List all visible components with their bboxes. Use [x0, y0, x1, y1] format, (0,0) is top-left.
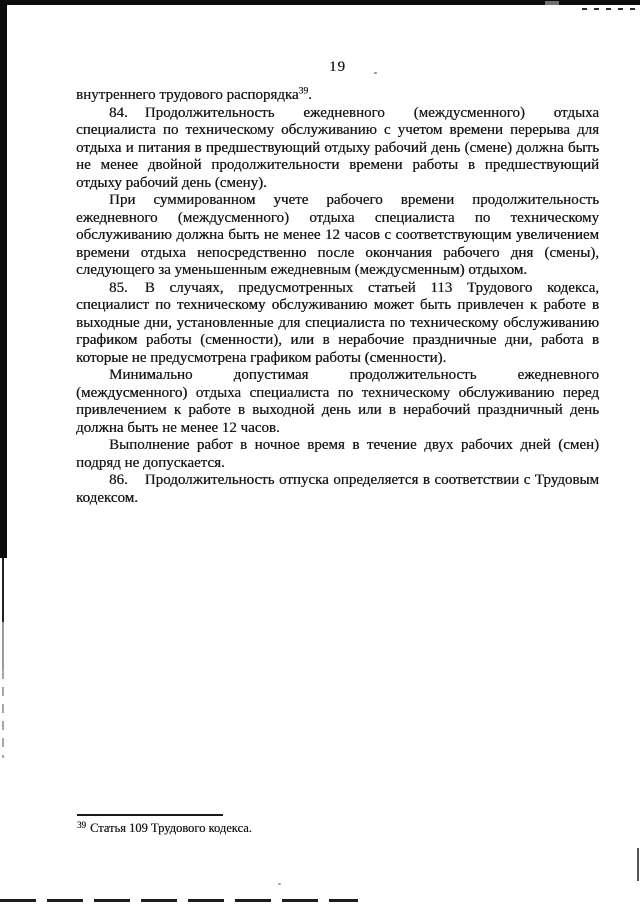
footnote-text: [77, 821, 600, 836]
document-body: [76, 87, 599, 507]
footnote-divider: [77, 814, 223, 816]
scan-edge-left-gray: [2, 622, 4, 670]
scan-edge-top-dashes: [582, 8, 640, 10]
paragraph-number: 86.: [109, 472, 128, 488]
paragraph-item-85: 85. В случаях, предусмотренных статьей 113 Трудового кодекса, специалист по техническому обслуживанию может быть привлечен к работе в выходные дни, установленные для специалиста по техническому обслуживанию графиком работы (сменности), или в нерабочие праздничные дни, работа в которые не предусмотрена графиком работы (сменности).: [76, 279, 599, 366]
paragraph: Выполнение работ в ночное время в течение двух рабочих дней (смен) подряд не допускается.: [76, 437, 599, 471]
scan-speck: [278, 883, 281, 885]
scan-edge-left-thin: [2, 558, 4, 622]
page-number: 19: [329, 59, 346, 75]
scan-edge-top: [0, 0, 640, 5]
paragraph-item-86: 86. Продолжительность отпуска определяется в соответствии с Трудовым кодексом.: [76, 472, 599, 506]
footnote-marker: 39: [77, 819, 86, 830]
footnote-reference: 39: [298, 86, 309, 97]
scan-edge-left: [0, 0, 7, 558]
paragraph: При суммированном учете рабочего времени продолжительность ежедневного (междусменного) отдыха специалиста по техническому обслуживанию должна быть не менее 12 часов с соответствующим увеличением времени отдыха непосредственно после окончания рабочего дня (смены), следующего за уменьшенным ежедневным (междусменным) отдыхом.: [76, 192, 599, 278]
footnote-section: [77, 814, 600, 836]
paragraph-number: 85.: [109, 279, 128, 296]
paragraph: Минимально допустимая продолжительность ежедневного (междусменного) отдыха специалиста по техническому обслуживанию перед привлечением к работе в выходной день или в нерабочий праздничный день должна быть не менее 12 часов.: [76, 367, 599, 436]
paragraph-continuation: внутреннего трудового распорядка$^{39}$.: [76, 86, 312, 103]
paragraph-item-84: 84. Продолжительность ежедневного (междусменного) отдыха специалиста по техническому обслуживанию с учетом времени перерыва для отдыха и питания в предшествующий отдыху рабочий день (смене) должна быть не менее двойной продолжительности времени работы в предшествующий отдыху рабочий день (смену).: [76, 104, 599, 191]
scan-edge-bottom: [0, 899, 358, 902]
scan-edge-left-dashes: [2, 670, 4, 758]
scan-edge-right-tick: [637, 848, 639, 881]
paragraph-number: 84.: [109, 104, 128, 121]
footnote-body: Статья 109 Трудового кодекса.: [90, 821, 252, 835]
scan-edge-top-gray-segment: [545, 1, 559, 5]
